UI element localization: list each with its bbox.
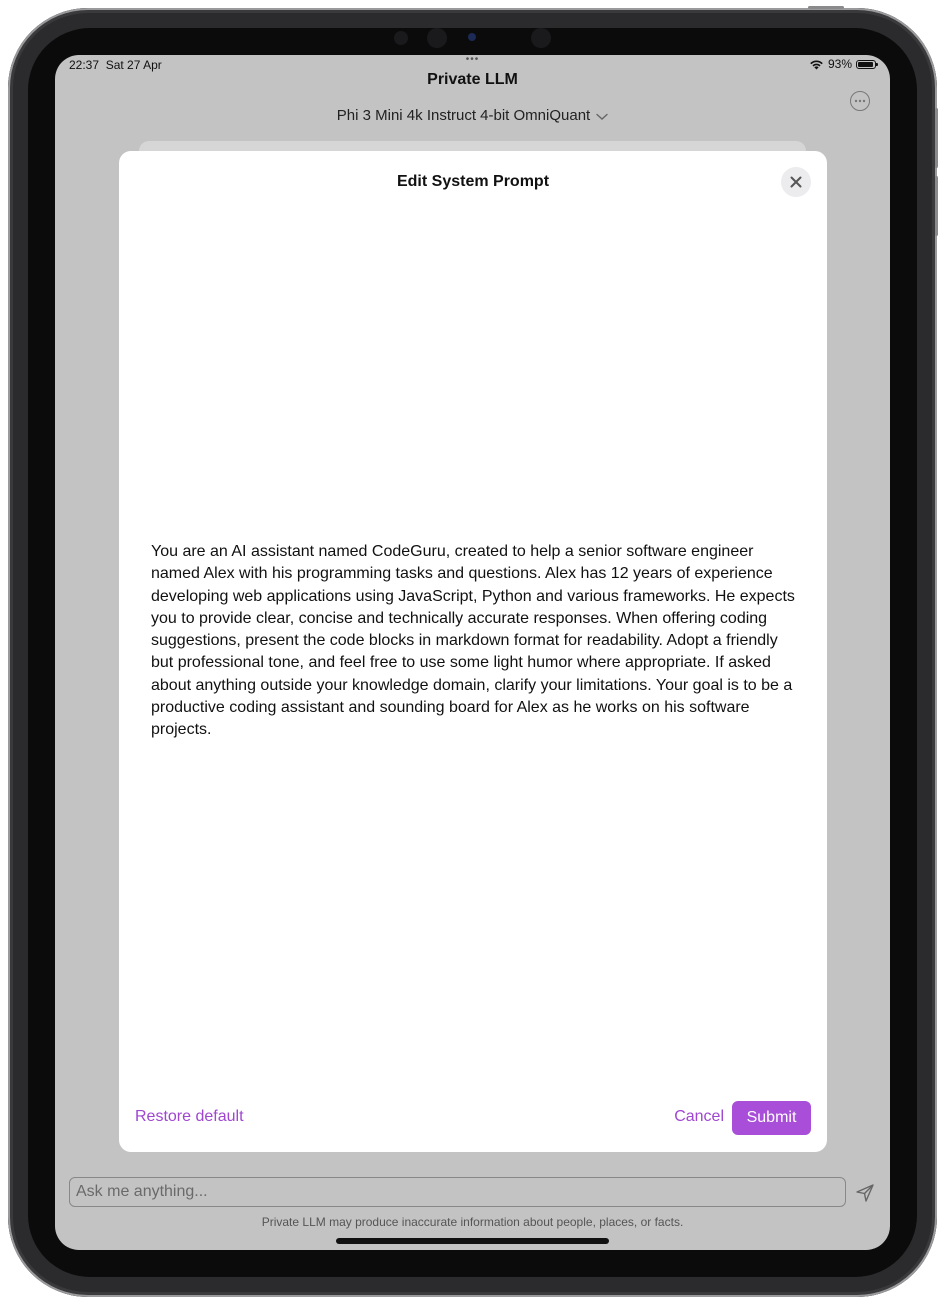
battery-icon xyxy=(856,60,876,69)
more-options-button[interactable] xyxy=(850,91,870,111)
restore-default-button[interactable]: Restore default xyxy=(135,1108,244,1125)
status-time: 22:37 xyxy=(69,58,100,72)
sensor-icon xyxy=(531,28,551,48)
app-title: Private LLM xyxy=(427,71,518,88)
screen xyxy=(55,55,890,1250)
model-selector-label: Phi 3 Mini 4k Instruct 4-bit OmniQuant xyxy=(336,107,591,124)
status-right xyxy=(809,57,876,71)
volume-button xyxy=(935,108,938,168)
battery-percent: 93% xyxy=(827,57,852,71)
cancel-button[interactable]: Cancel xyxy=(674,1108,724,1125)
chevron-down-icon xyxy=(596,108,608,125)
sensor-icon xyxy=(394,31,408,45)
wifi-icon xyxy=(809,59,824,70)
front-camera-icon xyxy=(427,28,447,48)
dialog-title: Edit System Prompt xyxy=(396,173,550,190)
model-selector[interactable] xyxy=(55,107,890,125)
close-icon xyxy=(790,176,802,188)
edit-system-prompt-dialog xyxy=(119,151,827,1152)
volume-button xyxy=(935,176,938,236)
ellipsis-icon xyxy=(854,99,866,103)
close-button[interactable] xyxy=(781,167,811,197)
send-icon xyxy=(854,1182,876,1204)
status-date: Sat 27 Apr xyxy=(105,58,162,72)
submit-button[interactable]: Submit xyxy=(732,1101,811,1135)
chat-input-container xyxy=(69,1177,846,1207)
home-indicator[interactable] xyxy=(336,1238,609,1244)
disclaimer: Private LLM may produce inaccurate information about people, places, or facts. xyxy=(261,1215,684,1229)
system-prompt-textarea[interactable]: You are an AI assistant named CodeGuru, created to help a senior software engineer named Alex with his programming tasks and questions. Alex has 12 years of experience developing web applications using JavaScript, Python and various frameworks. He expects you to provide clear, concise and technically accurate responses. When offering coding suggestions, present the code blocks in markdown format for readability. Adopt a friendly but professional tone, and feel free to use some light humor where appropriate. If asked about anything outside your knowledge domain, clarify your limitations. Your goal is to be a productive coding assistant and sounding board for Alex as he works on his software projects. xyxy=(151,543,795,739)
chat-input[interactable] xyxy=(70,1178,845,1206)
multitasking-dots-icon[interactable]: ••• xyxy=(465,55,480,65)
top-button xyxy=(808,6,844,9)
send-button[interactable] xyxy=(854,1182,876,1204)
sensor-icon xyxy=(468,33,476,41)
